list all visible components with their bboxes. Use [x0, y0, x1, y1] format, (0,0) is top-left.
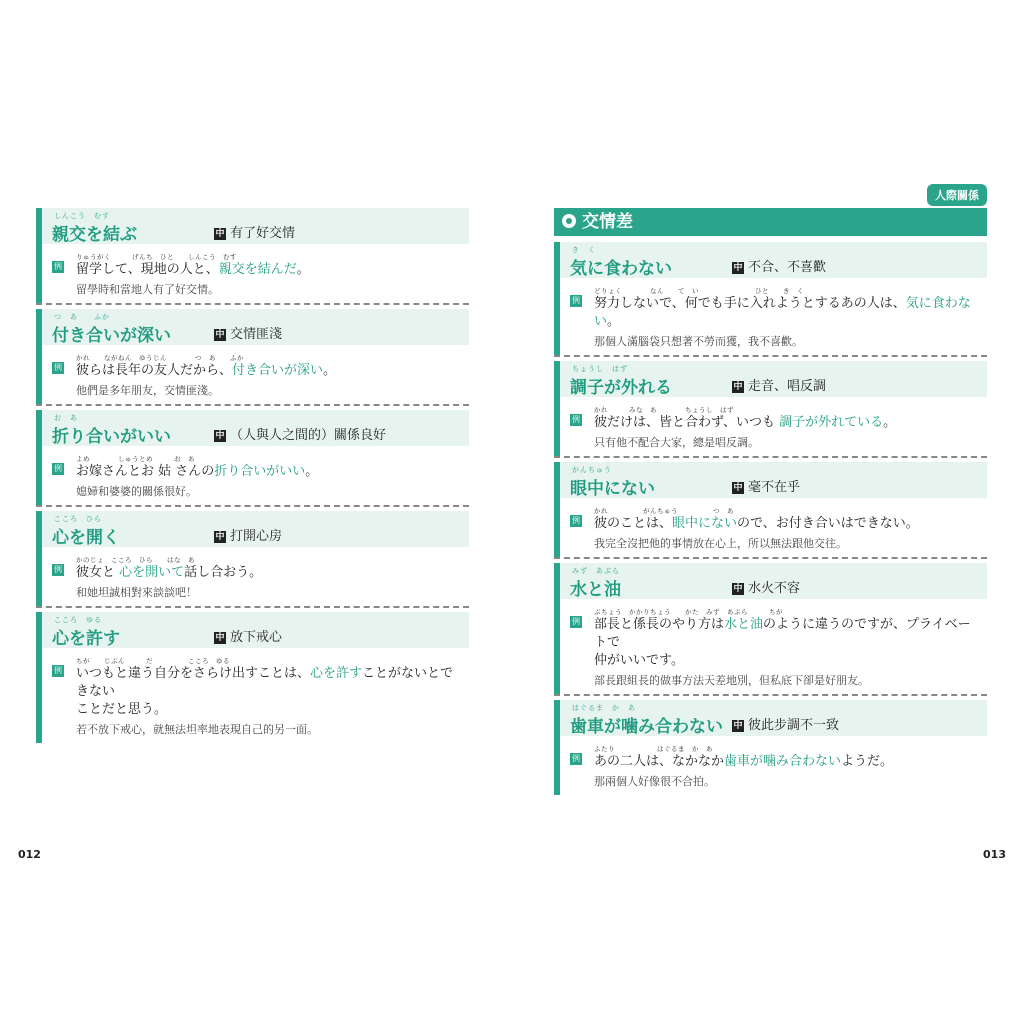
- example-text: 彼だけは、皆と合わず、いつも: [594, 415, 780, 430]
- phrase-furigana: ちょうし はず: [572, 365, 628, 373]
- example-sentence: [594, 414, 977, 432]
- example-furigana: ちが じぶん だ こころ ゆる: [76, 657, 230, 665]
- phrase-furigana: はぐるま か あ: [572, 704, 636, 712]
- chinese-mark-icon: 中: [733, 263, 743, 273]
- example-mark-icon: 例: [572, 754, 580, 763]
- phrase: 折り合いがいい: [52, 427, 171, 447]
- dashed-divider: [554, 694, 987, 696]
- meaning-text: 有了好交情: [230, 226, 296, 241]
- example-furigana: かのじょ こころ ひら はな あ: [76, 556, 195, 564]
- vocab-entry: [554, 242, 987, 355]
- meaning-text: 交情匪淺: [230, 327, 283, 342]
- meaning: [732, 476, 800, 495]
- translation: 他們是多年朋友，交情匪淺。: [76, 384, 219, 397]
- example-text: ことだと思う。: [76, 702, 168, 717]
- meaning: [214, 323, 282, 342]
- example-sentence: [594, 295, 977, 331]
- vocab-entry: [554, 700, 987, 795]
- example-highlight: 調子が外れている: [779, 415, 884, 430]
- phrase: 付き合いが深い: [52, 326, 171, 346]
- vocab-entry: [36, 309, 469, 404]
- entry-header: [560, 242, 987, 278]
- entry-header: [560, 563, 987, 599]
- translation: 只有他不配合大家，總是唱反調。: [594, 436, 759, 449]
- phrase-furigana: がんちゅう: [572, 466, 612, 474]
- dashed-divider: [36, 404, 469, 406]
- entry-header: [42, 612, 469, 648]
- phrase-furigana: き く: [572, 246, 596, 254]
- entry-header: [560, 462, 987, 498]
- example-furigana: かれ がんちゅう つ あ: [594, 507, 734, 515]
- example-sentence: [594, 515, 977, 533]
- vocab-entry: [36, 208, 469, 303]
- example-sentence: [594, 616, 977, 670]
- translation: 部長跟組長的做事方法天差地別，但私底下卻是好朋友。: [594, 674, 869, 687]
- vocab-entry: [36, 511, 469, 606]
- example-block: [560, 599, 987, 694]
- example-text: お嫁さんとお 姑 さんの: [76, 464, 215, 479]
- page-number-right: 013: [983, 848, 1006, 861]
- example-text: 。: [883, 415, 897, 430]
- example-text: 。: [296, 262, 310, 277]
- chinese-mark-icon: 中: [215, 532, 225, 542]
- meaning-text: （人與人之間的）關係良好: [230, 428, 387, 443]
- example-sentence: [76, 261, 459, 279]
- example-highlight: 心を開いて: [119, 565, 185, 580]
- dashed-divider: [554, 355, 987, 357]
- dashed-divider: [36, 303, 469, 305]
- chinese-mark-icon: 中: [733, 721, 743, 731]
- example-block: [42, 244, 469, 303]
- example-text: 。: [323, 363, 337, 378]
- example-block: [42, 345, 469, 404]
- section-title: [554, 208, 987, 236]
- chinese-mark-icon: 中: [215, 330, 225, 340]
- phrase-furigana: みず あぶら: [572, 567, 620, 575]
- example-mark-icon: 例: [54, 262, 62, 271]
- meaning: [214, 222, 295, 241]
- phrase: 水と油: [570, 580, 621, 600]
- example-sentence: [594, 753, 977, 771]
- phrase: 調子が外れる: [570, 378, 672, 398]
- example-highlight: 眼中にない: [672, 516, 738, 531]
- dashed-divider: [36, 505, 469, 507]
- example-sentence: [76, 463, 459, 481]
- meaning-text: 毫不在乎: [748, 480, 801, 495]
- vocab-entry: [554, 563, 987, 694]
- example-block: [42, 446, 469, 505]
- example-furigana: りゅうがく げんち ひと しんこう むす: [76, 253, 237, 261]
- example-sentence: [76, 665, 459, 719]
- example-highlight: 付き合いが深い: [232, 363, 324, 378]
- example-text: 仲がいいです。: [594, 653, 684, 668]
- translation: 那兩個人好像很不合拍。: [594, 775, 715, 788]
- chinese-mark-icon: 中: [733, 483, 743, 493]
- vocab-entry: [36, 612, 469, 743]
- entry-header: [560, 361, 987, 397]
- translation: 若不放下戒心，就無法坦率地表現自己的另一面。: [76, 723, 318, 736]
- example-text: 話し合おう。: [184, 565, 263, 580]
- phrase: 歯車が噛み合わない: [570, 717, 723, 737]
- meaning-text: 走音、唱反調: [748, 379, 827, 394]
- phrase: 眼中にない: [570, 479, 655, 499]
- vocab-entry: [36, 410, 469, 505]
- meaning-text: 不合、不喜歡: [748, 260, 827, 275]
- example-highlight: 歯車が噛み合わない: [724, 754, 842, 769]
- left-entry-list: [36, 208, 469, 743]
- translation: 我完全沒把他的事情放在心上，所以無法跟他交往。: [594, 537, 847, 550]
- example-mark-icon: 例: [572, 415, 580, 424]
- example-mark-icon: 例: [54, 565, 62, 574]
- translation: 和她坦誠相對來談談吧！: [76, 586, 197, 599]
- example-text: 彼女と: [76, 565, 120, 580]
- example-text: 。: [305, 464, 319, 479]
- example-text: ことがないとできない: [76, 666, 454, 699]
- example-block: [560, 498, 987, 557]
- phrase: 心を開く: [52, 528, 120, 548]
- example-highlight: 親交を結んだ: [218, 262, 297, 277]
- meaning-text: 水火不容: [748, 581, 801, 596]
- meaning: [214, 424, 386, 443]
- chinese-mark-icon: 中: [733, 584, 743, 594]
- example-furigana: どりょく なん て い ひと き く: [594, 287, 804, 295]
- example-mark-icon: 例: [54, 464, 62, 473]
- example-block: [42, 648, 469, 743]
- example-text: あの二人は、なかなか: [594, 754, 725, 769]
- right-page: [512, 0, 1024, 1024]
- phrase: 心を許す: [52, 629, 120, 649]
- dashed-divider: [36, 606, 469, 608]
- meaning: [732, 577, 800, 596]
- example-sentence: [76, 564, 459, 582]
- chinese-mark-icon: 中: [215, 633, 225, 643]
- vocab-entry: [554, 462, 987, 557]
- entry-header: [42, 511, 469, 547]
- example-text: 彼らは長年の友人だから、: [76, 363, 233, 378]
- example-text: ようだ。: [841, 754, 894, 769]
- flower-icon: [562, 214, 576, 228]
- example-sentence: [76, 362, 459, 380]
- example-furigana: かれ みな あ ちょうし はず: [594, 406, 734, 414]
- example-block: [560, 397, 987, 456]
- phrase-furigana: つ あ ふか: [54, 313, 110, 321]
- entry-header: [42, 410, 469, 446]
- example-text: 部長と係長のやり方は: [594, 617, 725, 632]
- example-mark-icon: 例: [572, 516, 580, 525]
- example-mark-icon: 例: [572, 617, 580, 626]
- example-furigana: かれ ながねん ゆうじん つ あ ふか: [76, 354, 244, 362]
- translation: 媳婦和婆婆的關係很好。: [76, 485, 197, 498]
- meaning: [732, 714, 839, 733]
- phrase: 親交を結ぶ: [52, 225, 137, 245]
- example-text: 彼のことは、: [594, 516, 673, 531]
- meaning: [732, 375, 826, 394]
- example-highlight: 気に食わない: [594, 296, 971, 329]
- right-entry-list: [554, 242, 987, 795]
- vocab-entry: [554, 361, 987, 456]
- dashed-divider: [554, 456, 987, 458]
- example-mark-icon: 例: [54, 363, 62, 372]
- example-text: ので、お付き合いはできない。: [737, 516, 919, 531]
- example-block: [560, 278, 987, 355]
- chinese-mark-icon: 中: [733, 382, 743, 392]
- dashed-divider: [554, 557, 987, 559]
- meaning-text: 打開心房: [230, 529, 283, 544]
- example-furigana: ふたり はぐるま か あ: [594, 745, 713, 753]
- phrase-furigana: お あ: [54, 414, 78, 422]
- example-highlight: 心を許す: [310, 666, 363, 681]
- phrase-furigana: こころ ひら: [54, 515, 102, 523]
- example-mark-icon: 例: [572, 296, 580, 305]
- example-text: 留学して、現地の人と、: [76, 262, 219, 277]
- example-block: [560, 736, 987, 795]
- category-tag: 人際關係: [927, 184, 987, 206]
- example-block: [42, 547, 469, 606]
- example-text: いつもと違う自分をさらけ出すことは、: [76, 666, 311, 681]
- phrase-furigana: こころ ゆる: [54, 616, 102, 624]
- example-furigana: ぶちょう かかりちょう かた みず あぶら ちが: [594, 608, 783, 616]
- translation: 留學時和當地人有了好交情。: [76, 283, 219, 296]
- meaning: [214, 525, 282, 544]
- example-highlight: 水と油: [724, 617, 764, 632]
- meaning: [214, 626, 282, 645]
- example-furigana: よめ しゅうとめ お あ: [76, 455, 195, 463]
- section-title-text: 交情差: [582, 212, 633, 232]
- entry-header: [42, 309, 469, 345]
- page-number-left: 012: [18, 848, 41, 861]
- chinese-mark-icon: 中: [215, 229, 225, 239]
- phrase: 気に食わない: [570, 259, 672, 279]
- phrase-furigana: しんこう むす: [54, 212, 110, 220]
- translation: 那個人滿腦袋只想著不勞而獲，我不喜歡。: [594, 335, 803, 348]
- meaning-text: 放下戒心: [230, 630, 283, 645]
- example-text: 。: [607, 314, 621, 329]
- meaning: [732, 256, 826, 275]
- chinese-mark-icon: 中: [215, 431, 225, 441]
- entry-header: [42, 208, 469, 244]
- entry-header: [560, 700, 987, 736]
- example-text: 努力しないで、何でも手に入れようとするあの人は、: [594, 296, 906, 311]
- example-text: のように違うのですが、プライベートで: [594, 617, 971, 650]
- meaning-text: 彼此步調不一致: [748, 718, 840, 733]
- example-mark-icon: 例: [54, 666, 62, 675]
- example-highlight: 折り合いがいい: [214, 464, 306, 479]
